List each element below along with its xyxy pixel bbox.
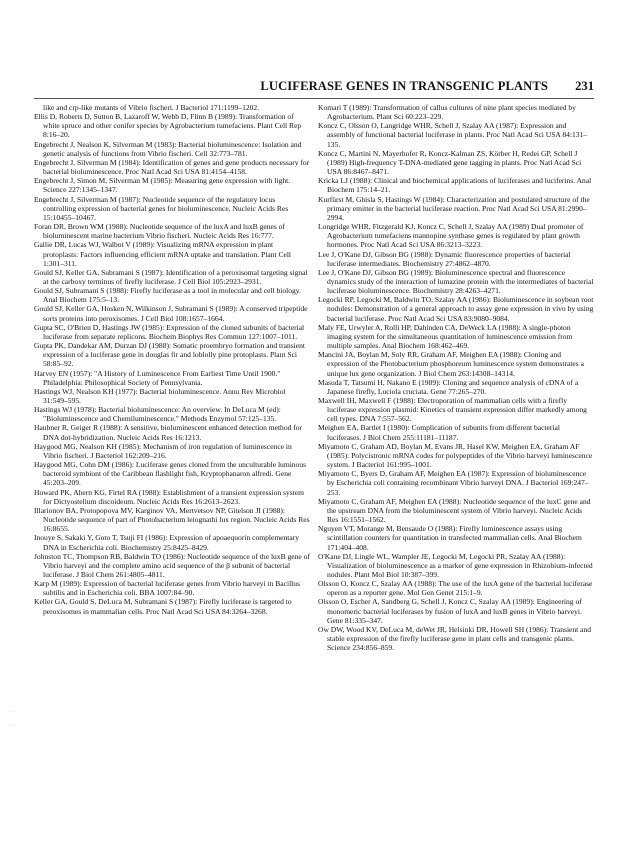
reference-entry: Kricka LJ (1988): Clinical and biochemical applications of luciferases and luciferins. Anal Biochem 175:14–21. — [318, 176, 592, 195]
reference-entry: Howard PK, Ahern KG, Firtel RA (1988): Establishment of a transient expression system for Dictyostelium discoideum. Nucleic Acids Res 16:2613–2623. — [34, 487, 304, 506]
reference-entry: Mancini JA, Boylan M, Soly RR, Graham AF, Meighen EA (1988): Cloning and expression of the Photobacterium phosphoreum luminescence system demonstrates a unique lux gene organization. J Biol Chem 263:14308–14314. — [318, 350, 584, 378]
reference-entry: Miyamoto C, Graham AF, Meighen EA (1988): Nucleotide sequence of the luxC gene and the upstream DNA from the bioluminescent system of Vibrio harveyi. Nucleic Acids Res 16:1551–1562. — [318, 496, 591, 525]
page-number: 231 — [575, 79, 594, 93]
reference-entry: Lee J, O'Kane DJ, Gibson BG (1988): Dynamic fluorescence properties of bacterial luciferase intermediates. Biochemistry 27:4862–4870. — [318, 249, 571, 268]
reference-entry: Gould SJ, Keller GA, Hosken N, Wilkinson J, Subramani S (1989): A conserved tripeptide sorts proteins into peroxisomes. J Cell Biol 108:1657–1664. — [34, 304, 308, 323]
left-column-references — [34, 103, 310, 616]
running-title: LUCIFERASE GENES IN TRANSGENIC PLANTS — [260, 79, 548, 93]
reference-entry: Gould SJ, Subramani S (1988): Firefly luciferase as a tool in molecular and cell biology. Anal Biochem 175:5–13. — [34, 286, 301, 305]
reference-entry: Koncz C, Martini N, Mayerhofer R, Koncz-Kalman ZS, Körber H, Redei GP, Schell J (1989) High-frequency T-DNA-mediated gene tagging in plants. Proc Natl Acad Sci USA 86:8467–8471. — [318, 148, 582, 177]
reference-entry: Masuda T, Tatsumi H, Nakano E (1989): Cloning and sequence analysis of cDNA of a Japanese firefly, Luciola cruciata. Gene 77:265–270. — [318, 377, 579, 396]
reference-entry: Koncz C, Olsson O, Langridge WHR, Schell J, Szalay AA (1987): Expression and assembly of functional bacterial luciferase in plants. Proc Natl Acad Sci USA 84:131–135. — [318, 121, 588, 149]
reference-entry: O'Kane DJ, Lingle WL, Wampler JE, Legocki M, Legocki PR, Szalay AA (1988): Visualization of bioluminescence as a marker of gene expression in Rhizobium-infected nodules. Plant Mol Biol 10:387–399. — [318, 551, 593, 579]
reference-entry: Gallie DR, Lucas WJ, Walbot V (1989): Visualizing mRNA expression in plant protoplasts: Factors influencing efficient mRNA uptake and translation. Plant Cell 1:301–311. — [34, 240, 292, 268]
reference-entry: Legocki RP, Legocki M, Baldwin TO, Szalay AA (1986): Bioluminescence in soybean root nodules: Demonstration of a general approach to assay gene expression in vivo by using bacterial luciferase. Proc Natl Acad Sci USA 83:9080–9084. — [318, 295, 594, 323]
reference-entry: Haubner R, Geiger R (1988): A sensitive, bioluminescent enhanced detection method for DNA dot-hybridization. Nucleic Acids Res 16:1213. — [34, 423, 303, 442]
reference-entry: Miyamoto C, Byers D, Graham AF, Meighen EA (1987): Expression of bioluminescence by Escherichia coli containing recombinant Vibrio harveyi DNA. J Bacteriol 169:247–253. — [318, 469, 589, 497]
margin-mark: · · — [8, 723, 14, 729]
reference-entry: like and crp-like mutants of Vibrio fischeri. J Bacteriol 171:1199–1202. — [43, 103, 260, 112]
reference-entry: Karp M (1989): Expression of bacterial luciferase genes from Vibrio harveyi in Bacillus subtilis and in Escherichia coli. BBA 1007:84–90. — [34, 579, 300, 598]
reference-entry: Maxwell IH, Maxwell F (1988): Electroporation of mammalian cells with a firefly luciferase expression plasmid: Kinetics of transient expression differ markedly among cell types. DNA 7:557–562. — [318, 396, 587, 424]
reference-entry: Engebrecht J, Simon M, Silverman M (1985): Measuring gene expression with light. Science 227:1345–1347. — [34, 176, 291, 195]
right-column-references — [318, 103, 594, 652]
reference-entry: Haygood MG, Cohn DM (1986): Luciferase genes cloned from the unculturable luminous bacteroid symbiont of the Caribbean flashlight fish, Kryptophanaron alfredi. Gene 45:203–209. — [34, 460, 307, 488]
reference-entry: Ellis D, Roberts D, Sutton B, Lazaroff W, Webb D, Flinn B (1989): Transformation of white spruce and other conifer species by Agrobacterium tumefaciens. Plant Cell Rep 8:16–20. — [34, 112, 302, 140]
reference-entry: Miyamoto C, Graham AD, Boylan M, Evans JR, Hasel KW, Meighen EA, Graham AF (1985): Polycistronic mRNA codes for polypeptides of the Vibrio harveyi luminescence system. J Bacteriol 161:995–1001. — [318, 441, 593, 470]
reference-entry: Inouye S, Sakaki Y, Goto T, Tsuji FI (1986): Expression of apoaequorin complementary DNA in Escherichia coli. Biochemistry 25:8425–8429. — [34, 533, 300, 552]
reference-entry: Lee J, O'Kane DJ, Gibson BG (1989): Bioluminescence spectral and fluorescence dynamics study of the interaction of lumazine protein with the intermediates of bacterial luciferase bioluminescence. Biochemistry 28:4263–4271. — [318, 267, 594, 296]
reference-entry: Engebrecht J, Silverman M (1984): Identification of genes and gene products necessary for bacterial bioluminescence. Proc Natl Acad Sci USA 81:4154–4158. — [34, 157, 310, 177]
reference-entry: Hastings WJ (1978): Bacterial bioluminescence: An overview. In DeLuca M (ed): "Bioluminescence and Chemiluminescence." Methods Enzymol 57:125–135. — [34, 405, 281, 424]
reference-entry: Harvey EN (1957): "A History of Luminescence From Earliest Time Until 1900." Philadelphia: Philosophical Society of Pennsylvania. — [34, 368, 281, 387]
reference-entry: Foran DR, Brown WM (1988): Nucleotide sequence of the luxA and luxB genes of bioluminescent marine bacterium Vibrio fischeri. Nucleic Acids Res 16:777. — [34, 222, 285, 241]
reference-entry: Gupta SC, O'Brien D, Hastings JW (1985): Expression of the cloned subunits of bacterial luciferase from separate replicons. Biochem Biophys Res Commun 127:1007–1011. — [34, 322, 305, 341]
reference-entry: Nguyen VT, Morange M, Bensaude O (1988): Firefly luminescence assays using scintillation counters for quantitation in transfected mammalian cells. Anal Biochem 171:404–408. — [318, 524, 582, 552]
margin-marks — [8, 705, 14, 733]
reference-entry: Ow DW, Wood KV, DeLuca M, deWet JR, Helsinki DR, Howell SH (1986): Transient and stable expression of the firefly luciferase gene in plant cells and transgenic plants. Science 234:856–859. — [318, 624, 592, 653]
reference-entry: Meighen EA, Bartlet I (1980): Complication of subunits from different bacterial luciferases. J Biol Chem 255:11181–11187. — [318, 423, 560, 442]
reference-entry: Engebrecht J, Silverman M (1987): Nucleotide sequence of the regulatory locus controlling expression of bacterial genes for bioluminescence. Nucleic Acids Res 15:10455–10467. — [34, 194, 289, 222]
reference-entry: Gupta PK, Dandekar AM, Durzan DJ (1988): Somatic proembryo formation and transient expression of a luciferase gene in douglas fir and loblolly pine protoplasts. Plant Sci 58:85–92. — [34, 341, 305, 369]
reference-entry: Illarionov BA, Protopopova MV, Karginov VA, Mertvetsov NP, Gitelson JI (1988): Nucleotide sequence of part of Photobacterium leiognathi lux region. Nucleic Acids Res 16:8655. — [34, 505, 310, 534]
reference-entry: Engebrecht J, Nealson K, Silverman M (1983): Bacterial bioluminescence: Isolation and genetic analysis of functions from Vibrio fischeri. Cell 32:773–781. — [34, 139, 302, 158]
reference-entry: Johnston TC, Thompson RB, Baldwin TO (1986): Nucleotide sequence of the luxB gene of Vibrio harveyi and the complete amino acid sequence of the β subunit of bacterial luciferase. J Biol Chem 261:4805–4811. — [34, 551, 310, 579]
reference-entry: Longridge WHR, Fitzgerald KJ, Koncz C, Schell J, Szalay AA (1989) Dual promoter of Agrobacterium tumefaciens mannopine synthase genes is regulated by plant growth hormones. Proc Natl Acad Sci USA 86:3213–3223. — [318, 222, 584, 250]
reference-entry: Keller GA, Gould S, DeLuca M, Subramani S (1987): Firefly luciferase is targeted to peroxisomes in mammalian cells. Proc Natl Acad Sci USA 84:3264–3268. — [34, 597, 292, 616]
reference-entry: Maly FE, Urwyler A, Rolli HP, Dahinden CA, DeWeck LA (1988): A single-photon imaging system for the simultaneous quantitation of luminescence emission from multiple samples. Anal Biochem 168:462–469. — [318, 322, 573, 351]
reference-entry: Olsson O, Escher A, Sandberg G, Schell J, Koncz C, Szalay AA (1989): Engineering of monomeric bacterial luciferases by fusion of luxA and luxB genes in Vibrio harveyi. Gene 81:335–347. — [318, 597, 582, 625]
running-header — [34, 78, 594, 99]
reference-entry: Olsson O, Koncz C, Szalay AA (1988): The use of the luxA gene of the bacterial luciferase operon as a reporter gene. Mol Gen Genet 215:1–9. — [318, 579, 593, 598]
reference-entry: Gould SJ, Keller GA, Subramani S (1987): Identification of a peroxisomal targeting signal at the carboxy terminus of firefly luciferase. J Cell Biol 105:2923–2931. — [34, 267, 308, 286]
reference-entry: Komari T (1989): Transformation of callus cultures of nine plant species mediated by Agrobacterium. Plant Sci 60:223–229. — [318, 103, 576, 122]
reference-entry: Kurfürst M, Ghisla S, Hastings W (1984): Characterization and postulated structure of the primary emitter in the bacterial luciferase reaction. Proc Natl Acad Sci USA 81:2990–2994. — [318, 194, 590, 222]
reference-entry: Hastings WJ, Nealson KH (1977): Bacterial bioluminescence. Annu Rev Microbiol 31:549–595. — [34, 386, 286, 405]
margin-mark: · · — [8, 709, 14, 715]
reference-entry: Haygood MG, Nealson KH (1985): Mechanism of iron regulation of luminescence in Vibrio fischeri. J Bacteriol 162:209–216. — [34, 441, 292, 460]
